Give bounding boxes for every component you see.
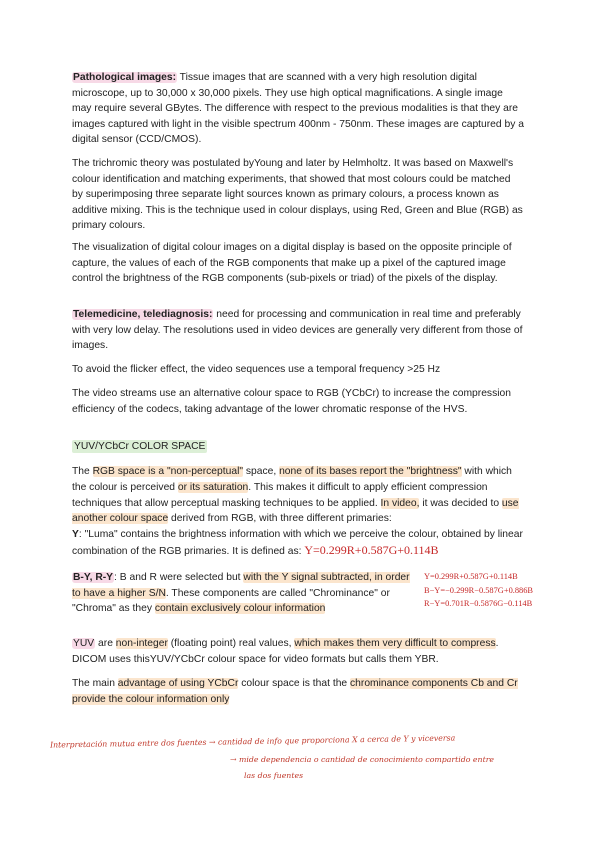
text-run: . DICOM uses thisYUV/YCbCr colour space for video formats but calls them YBR. (72, 638, 499, 665)
ycbcr-advantage-paragraph (72, 676, 524, 707)
text-run: it was decided to (419, 497, 502, 509)
chroma-label: B-Y, R-Y (73, 572, 114, 583)
highlight-non-integer: non-integer (115, 638, 168, 649)
yuv-paragraph (72, 636, 524, 667)
handwritten-note-line: → mide dependencia o cantidad de conocimiento compartido entre (230, 755, 495, 764)
pathological-images-heading: Pathological images: (73, 72, 176, 83)
text-run: : B and R were selected but (114, 572, 244, 583)
formula-block (424, 570, 584, 611)
highlight-in-video: In video, (380, 497, 420, 509)
text-run: derived from RGB, with three different primaries: (168, 513, 392, 525)
formula-line: R−Y=0.701R−0.5876G−0.114B (424, 599, 533, 609)
highlight-difficult-compress: which makes them very difficult to compress (294, 638, 496, 649)
text-run: : "Luma" contains the brightness information with which we perceive the colour, obtained by linear combination of the RGB primaries. It is defined as: (72, 529, 523, 557)
handwritten-note-line: Interpretación mutua entre dos fuentes → cantidad de info que proporciona X a cerca de Y y viceversa (49, 733, 456, 750)
luma-label: Y (72, 529, 79, 541)
text-run: . This makes it difficult to apply efficient compression techniques that allow perceptual masking techniques to be applied. (72, 481, 488, 509)
paragraph-text: Tissue images that are scanned with a very high resolution digital microscope, up to 30,000 x 30,000 pixels. They use high optical magnifications. A single image may require several GBytes. The difference with respect to the previous modalities is that they are images captured with light in the visible spectrum 400nm - 750nm. These images are captured by a digital sensor (CCD/CMOS). (72, 72, 524, 146)
section-heading-wrapper (72, 439, 524, 455)
video-streams-paragraph: The video streams use an alternative colour space to RGB (YCbCr) to increase the compression efficiency of the codecs, taking advantage of the lower chromatic response of the HVS. (72, 388, 511, 415)
section-heading: YUV/YCbCr COLOR SPACE (74, 441, 206, 452)
text-run: with which the colour is perceived (72, 466, 512, 493)
telemedicine-paragraph (72, 307, 524, 354)
chroma-paragraph (72, 570, 417, 617)
highlight-rgb-nonperceptual: RGB space is a "non-perceptual" (92, 466, 244, 477)
highlight-y-subtracted: with the Y signal subtracted, in order to have a higher S/N (72, 572, 410, 599)
paragraph-text: need for processing and communication in real time and preferably with very low delay. The resolutions used in video devices are generally very different from those of images. (72, 309, 523, 352)
text-run: (floating point) real values, (167, 638, 295, 649)
formula-line: Y=0.299R+0.587G+0.114B (424, 572, 518, 581)
formula-line: B−Y=−0.299R−0.587G+0.886B (424, 585, 534, 595)
pathological-images-paragraph (72, 70, 524, 148)
text-run: space, (243, 466, 280, 477)
trichromic-theory-paragraph: The trichromic theory was postulated byYoung and later by Helmholtz. It was based on Maxwell's colour identification and matching experiments, that showed that most colours could be matched by superimposing three separate light sources known as primary colours, a process known as additive mixing. This is the technique used in colour displays, using Red, Green and Blue (RGB) as primary colours. (72, 158, 523, 232)
highlight-no-brightness: none of its bases report the "brightness" (279, 466, 462, 477)
highlight-another-colour-space: use another colour space (72, 497, 519, 525)
text-run: The main (72, 678, 118, 689)
highlight-colour-information: contain exclusively colour information (154, 603, 326, 615)
highlight-chrominance-components: chrominance components Cb and Cr provide the colour information only (72, 678, 518, 705)
text-run: colour space is that the (238, 678, 351, 689)
text-run: are (95, 638, 116, 649)
luma-formula: Y=0.299R+0.587G+0.114B (304, 542, 439, 557)
digital-display-paragraph: The visualization of digital colour images on a digital display is based on the opposite principle of capture, the values of each of the RGB components that make up a pixel of the captured image control the brightness of the RGB components (sub-pixels or triad) of the pixels of the display. (72, 242, 512, 285)
text-run: The (72, 466, 93, 477)
telemedicine-heading: Telemedicine, telediagnosis: (73, 309, 213, 320)
highlight-saturation: or its saturation (177, 481, 249, 493)
handwritten-note-line: las dos fuentes (244, 771, 304, 780)
highlight-yuv: YUV (73, 638, 95, 649)
rgb-space-paragraph (72, 464, 524, 560)
highlight-advantage: advantage of using YCbCr (117, 678, 239, 689)
flicker-paragraph: To avoid the flicker effect, the video sequences use a temporal frequency >25 Hz (72, 364, 441, 375)
text-run: . These components are called "Chrominance" or "Chroma" as they (72, 587, 390, 615)
